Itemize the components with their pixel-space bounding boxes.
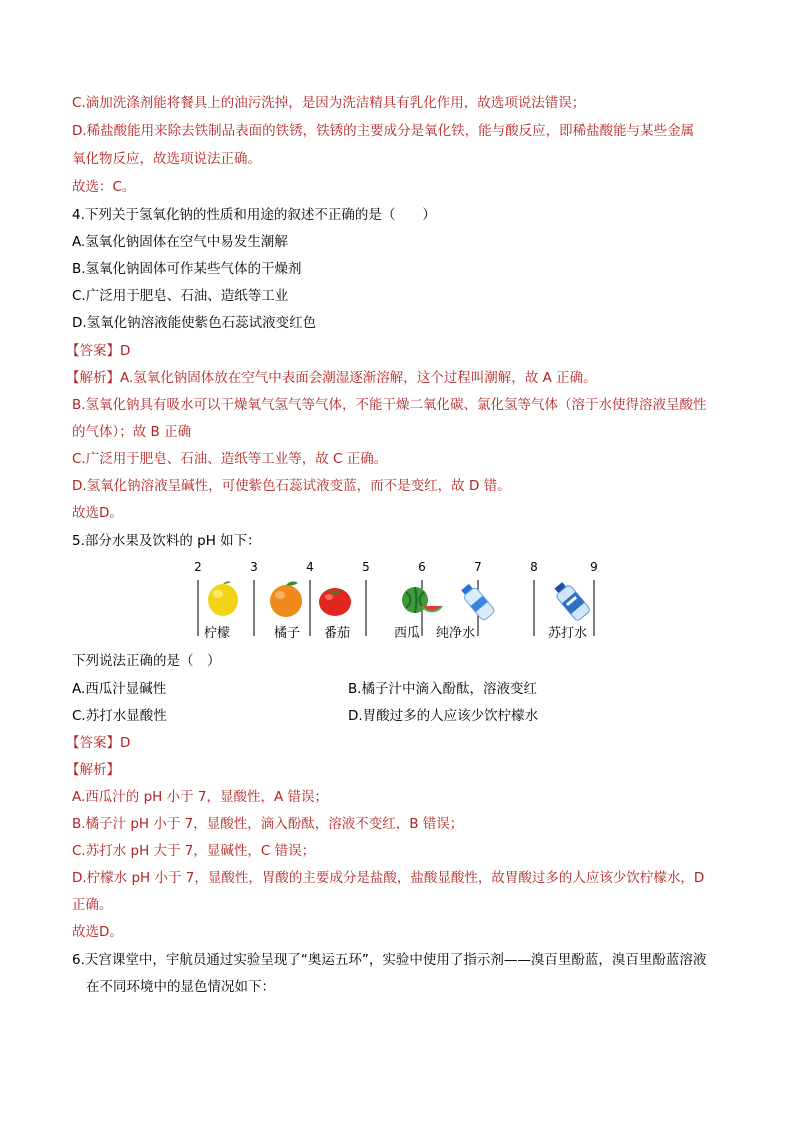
answer-value: D bbox=[120, 343, 131, 359]
ph-scale-figure bbox=[190, 560, 610, 644]
ph-item-label: 西瓜 bbox=[394, 626, 421, 641]
option-c: C.广泛用于肥皂、石油、造纸等工业 bbox=[72, 288, 289, 304]
answer-line bbox=[66, 733, 130, 753]
text-line: 正确。 bbox=[72, 897, 113, 913]
ph-tick: 8 bbox=[530, 560, 538, 574]
text-line: A.西瓜汁的 pH 小于 7，显酸性，A 错误； bbox=[72, 789, 328, 805]
text-line: 故选：C。 bbox=[72, 179, 136, 195]
text-line: 在不同环境中的显色情况如下： bbox=[86, 979, 275, 995]
lemon-icon bbox=[206, 580, 240, 618]
ph-item-label: 橘子 bbox=[274, 626, 301, 641]
text-line: B.氢氧化钠具有吸水可以干燥氧气氢气等气体，不能干燥二氧化碳、氯化氢等气体（溶于水使得溶液呈酸性 bbox=[72, 397, 707, 413]
water-bottle-icon bbox=[458, 580, 498, 622]
explanation-tag: 【解析】 bbox=[66, 370, 120, 386]
text-line: D.柠檬水 pH 小于 7，显酸性，胃酸的主要成分是盐酸，盐酸显酸性，故胃酸过多的人应该少饮柠檬水，D bbox=[72, 870, 705, 886]
question-5-prompt: 下列说法正确的是（ ） bbox=[72, 653, 221, 669]
text-line: 氧化物反应，故选项说法正确。 bbox=[72, 151, 261, 167]
option-b: B.橘子汁中滴入酚酞，溶液变红 bbox=[348, 681, 538, 697]
answer-line bbox=[66, 341, 130, 361]
ph-item-label: 纯净水 bbox=[436, 626, 476, 641]
ph-item-label: 苏打水 bbox=[548, 626, 588, 641]
explanation-line bbox=[66, 368, 597, 388]
answer-tag: 【答案】 bbox=[66, 735, 120, 751]
text-line: C.广泛用于肥皂、石油、造纸等工业等，故 C 正确。 bbox=[72, 451, 388, 467]
option-b: B.氢氧化钠固体可作某些气体的干燥剂 bbox=[72, 261, 302, 277]
tomato-icon bbox=[318, 582, 352, 618]
text-line: 的气体）；故 B 正确 bbox=[72, 424, 192, 440]
question-5: 5.部分水果及饮料的 pH 如下： bbox=[72, 533, 261, 549]
option-a: A.西瓜汁显碱性 bbox=[72, 681, 167, 697]
option-a: A.氢氧化钠固体在空气中易发生潮解 bbox=[72, 234, 288, 250]
text-line: C.滴加洗涤剂能将餐具上的油污洗掉，是因为洗洁精具有乳化作用，故选项说法错误； bbox=[72, 95, 586, 111]
ph-tick: 6 bbox=[418, 560, 426, 574]
option-d: D.氢氧化钠溶液能使紫色石蕊试液变红色 bbox=[72, 315, 317, 331]
ph-tick: 3 bbox=[250, 560, 258, 574]
ph-tick: 5 bbox=[362, 560, 370, 574]
text-line: D.稀盐酸能用来除去铁制品表面的铁锈，铁锈的主要成分是氧化铁，能与酸反应，即稀盐酸能与某些金属 bbox=[72, 123, 695, 139]
ph-item-label: 柠檬 bbox=[204, 626, 231, 641]
text-line: 故选D。 bbox=[72, 505, 123, 521]
text-line: 故选D。 bbox=[72, 924, 123, 940]
orange-icon bbox=[268, 580, 304, 618]
ph-tick: 7 bbox=[474, 560, 482, 574]
ph-item-label: 番茄 bbox=[324, 626, 351, 641]
ph-tick: 2 bbox=[194, 560, 202, 574]
ph-tick: 9 bbox=[590, 560, 598, 574]
option-d: D.胃酸过多的人应该少饮柠檬水 bbox=[348, 708, 539, 724]
option-c: C.苏打水显酸性 bbox=[72, 708, 167, 724]
answer-value: D bbox=[120, 735, 131, 751]
question-4: 4.下列关于氢氧化钠的性质和用途的叙述不正确的是（ ） bbox=[72, 207, 436, 223]
text-line: D.氢氧化钠溶液呈碱性，可使紫色石蕊试液变蓝，而不是变红，故 D 错。 bbox=[72, 478, 511, 494]
explanation-tag: 【解析】 bbox=[66, 762, 120, 778]
text-line: C.苏打水 pH 大于 7，显碱性，C 错误； bbox=[72, 843, 316, 859]
question-6: 6.天宫课堂中，宇航员通过实验呈现了“奥运五环”，实验中使用了指示剂——溴百里酚蓝，溴百里酚蓝溶液 bbox=[72, 952, 707, 968]
soda-bottle-icon bbox=[550, 578, 594, 622]
text-line: B.橘子汁 pH 小于 7，显酸性，滴入酚酞，溶液不变红，B 错误； bbox=[72, 816, 464, 832]
ph-tick: 4 bbox=[306, 560, 314, 574]
watermelon-icon bbox=[400, 584, 444, 618]
explanation-text: A.氢氧化钠固体放在空气中表面会潮湿逐渐溶解，这个过程叫潮解，故 A 正确。 bbox=[120, 370, 597, 386]
answer-tag: 【答案】 bbox=[66, 343, 120, 359]
